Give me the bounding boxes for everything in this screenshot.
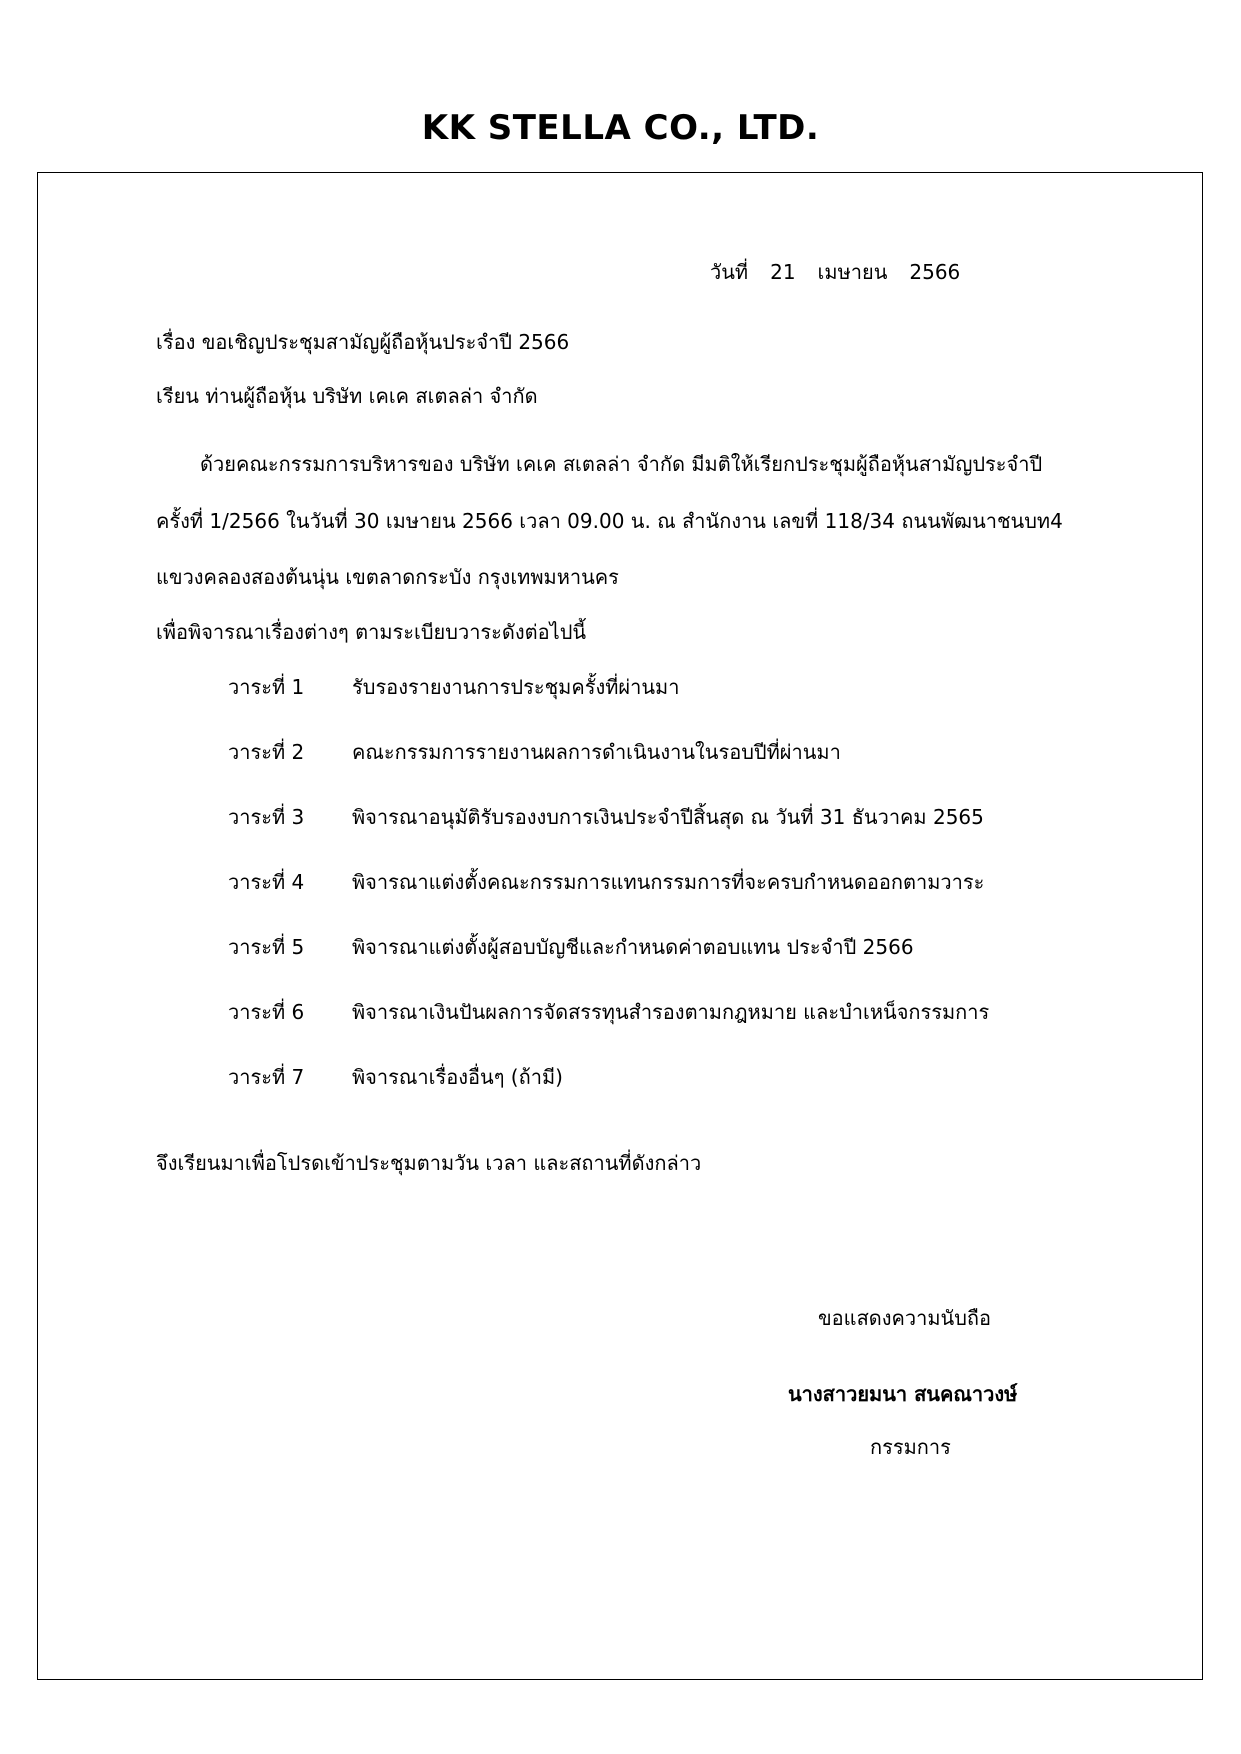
agenda-text: คณะกรรมการรายงานผลการดำเนินงานในรอบปีที่ผ่านมา bbox=[352, 740, 841, 764]
agenda-number: วาระที่ 4 bbox=[228, 870, 305, 894]
agenda-number: วาระที่ 3 bbox=[228, 805, 305, 829]
agenda-item bbox=[228, 867, 984, 897]
letter-recipient: เรียน ท่านผู้ถือหุ้น บริษัท เคเค สเตลล่า จำกัด bbox=[156, 384, 538, 408]
agenda-text: รับรองรายงานการประชุมครั้งที่ผ่านมา bbox=[352, 675, 680, 699]
agenda-number: วาระที่ 1 bbox=[228, 675, 305, 699]
body-paragraph-line: แขวงคลองสองต้นนุ่น เขตลาดกระบัง กรุงเทพมหานคร bbox=[156, 565, 619, 589]
agenda-text: พิจารณาแต่งตั้งผู้สอบบัญชีและกำหนดค่าตอบแทน ประจำปี 2566 bbox=[352, 935, 914, 959]
agenda-text: พิจารณาอนุมัติรับรองงบการเงินประจำปีสิ้นสุด ณ วันที่ 31 ธันวาคม 2565 bbox=[352, 805, 984, 829]
agenda-number: วาระที่ 7 bbox=[228, 1065, 305, 1089]
letter-closing: จึงเรียนมาเพื่อโปรดเข้าประชุมตามวัน เวลา และสถานที่ดังกล่าว bbox=[156, 1151, 702, 1175]
date-month: เมษายน bbox=[817, 260, 888, 284]
agenda-item bbox=[228, 932, 914, 962]
letter-date bbox=[710, 257, 982, 287]
body-paragraph-line: ด้วยคณะกรรมการบริหารของ บริษัท เคเค สเตลล่า จำกัด มีมติให้เรียกประชุมผู้ถือหุ้นสามัญประจำปี bbox=[200, 452, 1043, 476]
agenda-number: วาระที่ 2 bbox=[228, 740, 305, 764]
agenda-item bbox=[228, 737, 841, 767]
agenda-number: วาระที่ 5 bbox=[228, 935, 305, 959]
letter-subject: เรื่อง ขอเชิญประชุมสามัญผู้ถือหุ้นประจำปี 2566 bbox=[156, 330, 570, 354]
agenda-item bbox=[228, 997, 989, 1027]
agenda-text: พิจารณาเงินปันผลการจัดสรรทุนสำรองตามกฎหมาย และบำเหน็จกรรมการ bbox=[352, 1000, 990, 1024]
agenda-text: พิจารณาแต่งตั้งคณะกรรมการแทนกรรมการที่จะครบกำหนดออกตามวาระ bbox=[352, 870, 985, 894]
agenda-item bbox=[228, 672, 679, 702]
body-paragraph-line: ครั้งที่ 1/2566 ในวันที่ 30 เมษายน 2566 เวลา 09.00 น. ณ สำนักงาน เลขที่ 118/34 ถนนพัฒนาชนบท4 bbox=[156, 509, 1063, 533]
company-title: KK STELLA CO., LTD. bbox=[421, 108, 820, 148]
agenda-number: วาระที่ 6 bbox=[228, 1000, 305, 1024]
agenda-text: พิจารณาเรื่องอื่นๆ (ถ้ามี) bbox=[352, 1065, 563, 1089]
date-day: 21 bbox=[770, 260, 796, 284]
signer-name: นางสาวยมนา สนคณาวงษ์ bbox=[788, 1382, 1018, 1406]
agenda-item bbox=[228, 802, 984, 832]
letter-regards: ขอแสดงความนับถือ bbox=[818, 1306, 992, 1330]
date-year: 2566 bbox=[909, 260, 961, 284]
signer-position: กรรมการ bbox=[870, 1435, 951, 1459]
date-prefix: วันที่ bbox=[710, 260, 749, 284]
body-paragraph-line: เพื่อพิจารณาเรื่องต่างๆ ตามระเบียบวาระดังต่อไปนี้ bbox=[156, 620, 587, 644]
agenda-item bbox=[228, 1062, 563, 1092]
